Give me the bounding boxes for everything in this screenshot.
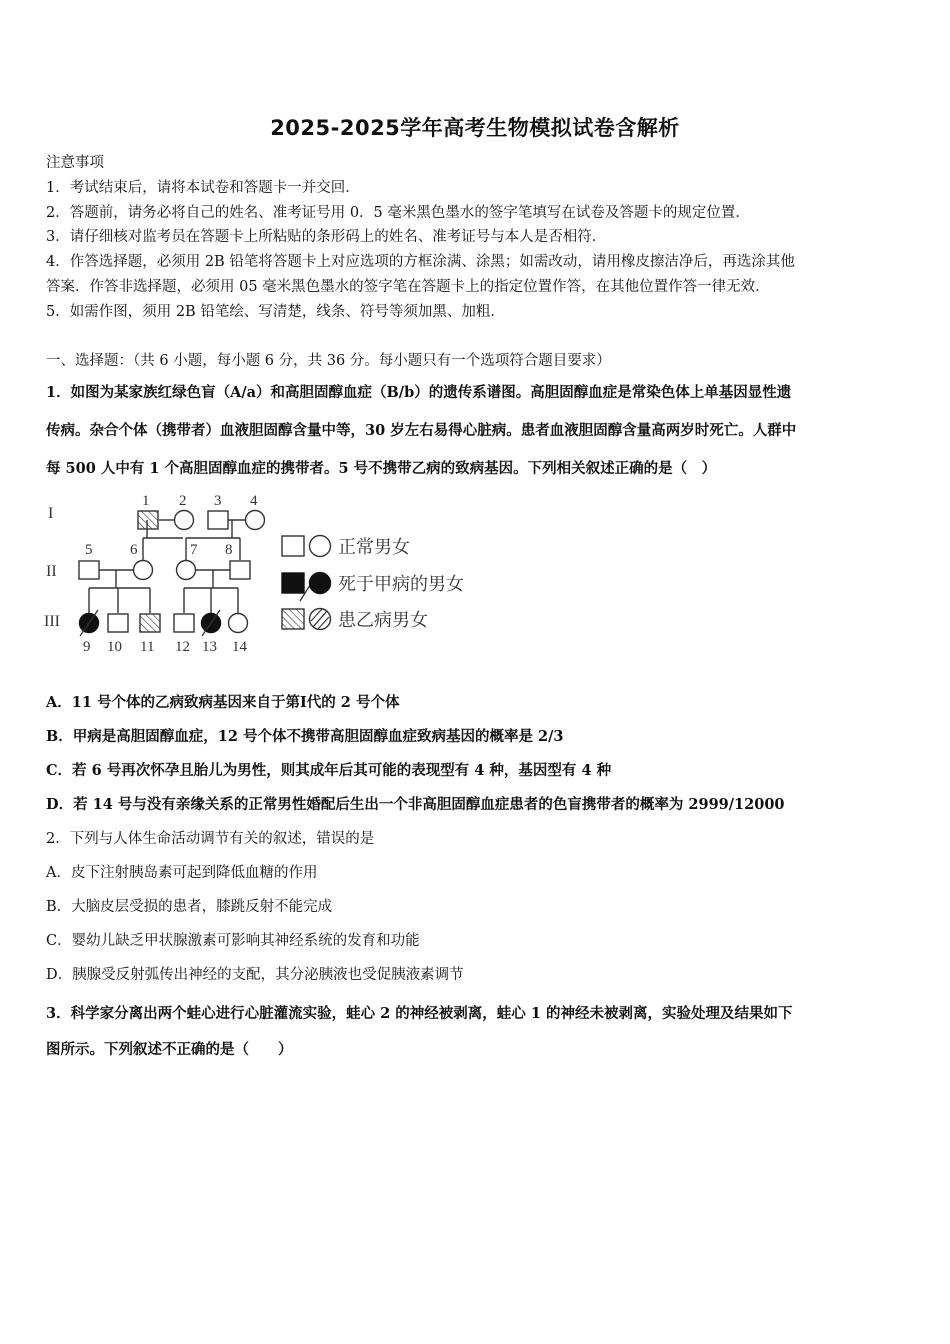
individual-3-normal-male (208, 511, 228, 529)
legend-deceased-female-symbol (310, 573, 331, 594)
individual-id: 14 (232, 639, 247, 655)
question-line: 图所示。下列叙述不正确的是（ ） (46, 1041, 293, 1058)
individual-id: 8 (225, 542, 233, 558)
individual-12-normal-male (174, 614, 194, 632)
pedigree-diagram (40, 488, 500, 660)
question-1-option-c: C．若 6 号再次怀孕且胎儿为男性，则其成年后其可能的表现型有 4 种，基因型有 4 种 (46, 762, 612, 779)
notice-line: 3．请仔细核对监考员在答题卡上所粘贴的条形码上的姓名、准考证号与本人是否相符． (46, 229, 607, 246)
question-2-stem: 2．下列与人体生命活动调节有关的叙述，错误的是 (46, 831, 375, 847)
question-line: 传病。杂合个体（携带者）血液胆固醇含量中等，30 岁左右易得心脏病。患者血液胆固醇含量高两岁时死亡。人群中 (46, 422, 797, 439)
individual-14-normal-female (229, 614, 248, 633)
legend-normal-male-symbol (282, 536, 304, 556)
individual-7-normal-female (177, 561, 196, 580)
section-heading: 一、选择题：（共 6 小题，每小题 6 分，共 36 分。每小题只有一个选项符合题目要求） (46, 353, 611, 369)
question-line: 3．科学家分离出两个蛙心进行心脏灌流实验，蛙心 2 的神经被剥离，蛙心 1 的神经未被剥离，实验处理及结果如下 (46, 1005, 793, 1022)
individual-id: 3 (214, 493, 222, 509)
legend-affected-male-symbol (282, 609, 304, 629)
notice-line: 答案．作答非选择题，必须用 05 毫米黑色墨水的签字笔在答题卡上的指定位置作答，在其他位置作答一律无效． (46, 278, 770, 295)
individual-2-normal-female (175, 511, 194, 530)
notice-heading: 注意事项 (46, 155, 104, 171)
question-1-stem (46, 374, 906, 488)
individual-id: 5 (85, 542, 93, 558)
legend-normal-female-symbol (310, 536, 331, 557)
legend-label: 患乙病男女 (338, 610, 428, 630)
notice-line: 1．考试结束后，请将本试卷和答题卡一并交回． (46, 179, 360, 196)
question-3-stem (46, 996, 916, 1068)
individual-8-normal-male (230, 561, 250, 579)
notice-line: 5．如需作图，须用 2B 铅笔绘、写清楚，线条、符号等须加黑、加粗． (46, 303, 505, 320)
question-2-option-b: B．大脑皮层受损的患者，膝跳反射不能完成 (46, 899, 333, 915)
legend-label: 正常男女 (338, 537, 410, 557)
pedigree-legend (282, 536, 464, 631)
individual-5-normal-male (79, 561, 99, 579)
question-options (46, 689, 916, 995)
question-1-option-a: A．11 号个体的乙病致病基因来自于第Ⅰ代的 2 号个体 (46, 694, 400, 711)
individual-id: 13 (202, 639, 217, 655)
individual-1-affected-male-b (138, 511, 158, 529)
legend-deceased-male-symbol (282, 573, 304, 593)
individual-id: 6 (130, 542, 138, 558)
individual-11-affected-male-b (140, 614, 160, 632)
individual-id: 9 (83, 639, 91, 655)
generation-label: II (46, 563, 57, 580)
individual-id: 7 (190, 542, 198, 558)
page-title: 2025-2025学年高考生物模拟试卷含解析 (270, 116, 680, 140)
question-2-option-d: D．胰腺受反射弧传出神经的支配，其分泌胰液也受促胰液素调节 (46, 967, 464, 983)
individual-10-normal-male (108, 614, 128, 632)
question-line: 1．如图为某家族红绿色盲（A/a）和高胆固醇血症（B/b）的遗传系谱图。高胆固醇血症是常染色体上单基因显性遗 (46, 384, 792, 401)
notice-block (46, 151, 906, 325)
question-2-option-a: A．皮下注射胰岛素可起到降低血糖的作用 (46, 865, 318, 881)
individual-id: 12 (175, 639, 190, 655)
individual-id: 2 (179, 493, 187, 509)
question-line: 每 500 人中有 1 个高胆固醇血症的携带者。5 号不携带乙病的致病基因。下列相关叙述正确的是（ ） (46, 460, 717, 477)
generation-label: III (44, 613, 60, 630)
individual-6-normal-female (134, 561, 153, 580)
individual-id: 1 (142, 493, 150, 509)
individual-id: 10 (107, 639, 122, 655)
question-2-option-c: C．婴幼儿缺乏甲状腺激素可影响其神经系统的发育和功能 (46, 933, 420, 949)
individual-id: 11 (140, 639, 155, 655)
question-1-option-b: B．甲病是高胆固醇血症，12 号个体不携带高胆固醇血症致病基因的概率是 2/3 (46, 728, 564, 745)
legend-label: 死于甲病的男女 (338, 574, 464, 594)
notice-line: 2．答题前，请务必将自己的姓名、准考证号用 0．5 毫米黑色墨水的签字笔填写在试卷及答题卡的规定位置． (46, 204, 750, 221)
individual-id: 4 (250, 493, 258, 509)
question-1-option-d: D．若 14 号与没有亲缘关系的正常男性婚配后生出一个非高胆固醇血症患者的色盲携带者的概率为 2999/12000 (46, 796, 785, 813)
notice-line: 4．作答选择题，必须用 2B 铅笔将答题卡上对应选项的方框涂满、涂黑；如需改动，请用橡皮擦洁净后，再选涂其他 (46, 254, 795, 271)
generation-label: I (48, 505, 54, 522)
individual-4-normal-female (246, 511, 265, 530)
